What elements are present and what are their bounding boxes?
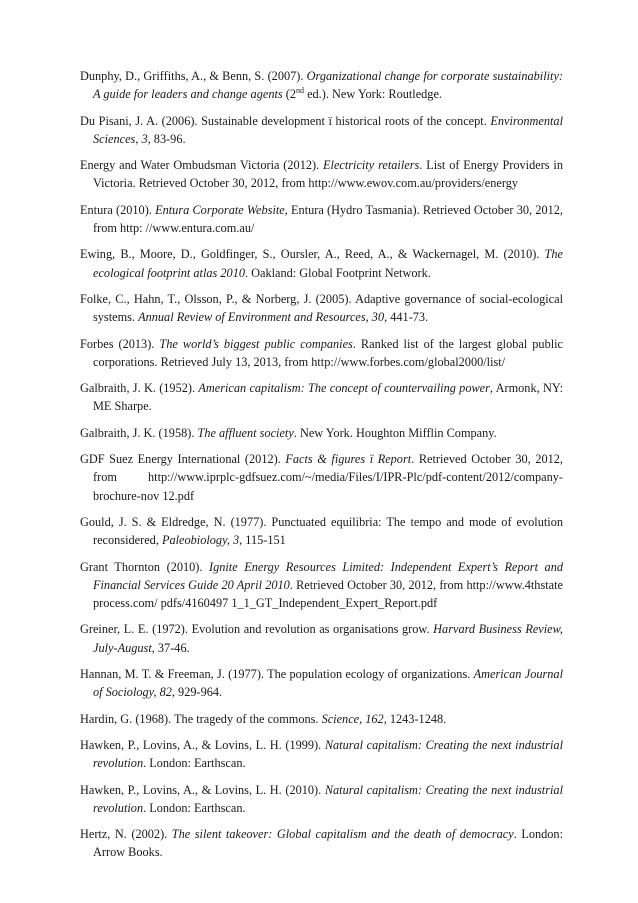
reference-title-italic: Harvard Business Review, July-August [93, 622, 563, 655]
reference-entry [80, 290, 563, 327]
reference-text: . Ranked list of the largest global public corporations. Retrieved July 13, 2013, from http://www.forbes.com/global2000/list/ [93, 336, 564, 369]
reference-text: (2 [282, 87, 296, 102]
reference-text: Galbraith, J. K. (1958). [80, 425, 198, 440]
reference-text: Hawken, P., Lovins, A., & Lovins, L. H. (1999). [80, 737, 325, 752]
reference-entry [80, 201, 563, 238]
reference-text: . List of Energy Providers in Victoria. Retrieved October 30, 2012, from http://www.ewov.com.au/providers/energy [93, 158, 563, 191]
superscript: nd [296, 86, 304, 96]
reference-title-italic: Natural capitalism: Creating the next industrial revolution [93, 782, 563, 815]
reference-text: . London: Arrow Books. [93, 827, 563, 860]
reference-title-italic: Ignite Energy Resources Limited: Independent Expert’s Report and Financial Services Guide 20 April 2010 [93, 559, 563, 592]
reference-text: . London: Earthscan. [143, 756, 246, 771]
reference-title-italic: Organizational change for corporate sustainability: A guide for leaders and change agents [93, 69, 563, 102]
reference-entry [80, 67, 563, 104]
reference-entry [80, 379, 563, 416]
reference-title-italic: American capitalism: The concept of countervailing power [198, 381, 490, 396]
reference-entry [80, 513, 563, 550]
reference-title-italic: Paleobiology, 3 [161, 533, 240, 548]
reference-title-italic: Annual Review of Environment and Resources, 30 [138, 310, 385, 325]
reference-text: Du Pisani, J. A. (2006). Sustainable development ï historical roots of the concept. [80, 113, 491, 128]
reference-text: Forbes (2013). [80, 336, 160, 351]
reference-title-italic: The world’s biggest public companies [159, 336, 353, 351]
reference-title-italic: The silent takeover: Global capitalism and the death of democracy [171, 827, 514, 842]
reference-title-italic: Entura Corporate Website, [155, 202, 288, 217]
reference-text: , 441-73. [384, 310, 429, 325]
reference-text: Hawken, P., Lovins, A., & Lovins, L. H. (2010). [80, 782, 325, 797]
reference-title-italic: Natural capitalism: Creating the next industrial revolution [93, 737, 563, 771]
reference-text: , 37-46. [151, 640, 190, 655]
reference-text: Hannan, M. T. & Freeman, J. (1977). The population ecology of organizations. [80, 667, 474, 682]
reference-text: Entura (2010). [80, 202, 156, 217]
reference-text: Ewing, B., Moore, D., Goldfinger, S., Oursler, A., Reed, A., & Wackernagel, M. (2010). [80, 247, 545, 262]
reference-text: , Armonk, NY: ME Sharpe. [93, 381, 564, 414]
reference-text: Gould, J. S. & Eldredge, N. (1977). Punctuated equilibria: The tempo and mode of evolution reconsidered, [80, 514, 563, 548]
reference-entry [80, 736, 563, 773]
reference-entry [80, 156, 563, 193]
reference-entry [80, 450, 563, 505]
reference-entry [80, 620, 563, 657]
reference-entry [80, 558, 563, 613]
reference-title-italic: Electricity retailers [323, 158, 420, 173]
reference-text: Entura (Hydro Tasmania). Retrieved October 30, 2012, from http: //www.entura.com.au/ [93, 202, 563, 236]
reference-text: , 929-964. [171, 685, 223, 700]
reference-text: . Retrieved October 30, 2012, from http://www.iprplc-gdfsuez.com/~/media/Files/I/IPR-Plc/pdf-content/2012/company-brochure-nov 12.pdf [93, 452, 564, 503]
reference-entry [80, 781, 563, 818]
reference-text: Hertz, N. (2002). [80, 827, 172, 842]
reference-text: Dunphy, D., Griffiths, A., & Benn, S. (2007). [80, 69, 307, 83]
reference-text: . New York. Houghton Mifflin Company. [293, 425, 497, 440]
reference-entry [80, 112, 563, 149]
reference-entry [80, 245, 563, 282]
reference-list [80, 67, 563, 870]
reference-entry [80, 825, 563, 862]
reference-entry [80, 710, 563, 728]
reference-entry [80, 335, 563, 372]
reference-text: Grant Thornton (2010). [80, 559, 209, 574]
reference-text: GDF Suez Energy International (2012). [80, 452, 286, 467]
reference-text: , 83-96. [147, 131, 186, 146]
reference-text: , 115-151 [239, 533, 286, 548]
reference-text: Greiner, L. E. (1972). Evolution and revolution as organisations grow. [80, 622, 434, 637]
reference-title-italic: The affluent society [197, 425, 294, 440]
reference-text: ed.). New York: Routledge. [304, 87, 442, 102]
reference-text: Folke, C., Hahn, T., Olsson, P., & Norberg, J. (2005). Adaptive governance of social-ecological systems. [80, 291, 563, 325]
reference-text: . Oakland: Global Footprint Network. [245, 265, 431, 280]
reference-text: Galbraith, J. K. (1952). [80, 381, 199, 396]
reference-text: Hardin, G. (1968). The tragedy of the commons. [80, 711, 322, 726]
reference-title-italic: Facts & figures ï Report [285, 452, 412, 467]
reference-title-italic: Environmental Sciences, 3 [93, 113, 563, 146]
reference-text: , 1243-1248. [383, 711, 447, 726]
reference-title-italic: Science, 162 [321, 711, 384, 726]
reference-text: . Retrieved October 30, 2012, from http://www.4thstate process.com/ pdfs/4160497 1_1_GT_Independent_Expert_Report.pdf [93, 577, 563, 611]
reference-entry [80, 665, 563, 702]
reference-text: Energy and Water Ombudsman Victoria (2012). [80, 158, 324, 173]
reference-entry [80, 424, 563, 442]
reference-title-italic: American Journal of Sociology, 82 [93, 667, 563, 700]
reference-text: . London: Earthscan. [143, 800, 246, 815]
reference-title-italic: The ecological footprint atlas 2010 [93, 247, 563, 280]
